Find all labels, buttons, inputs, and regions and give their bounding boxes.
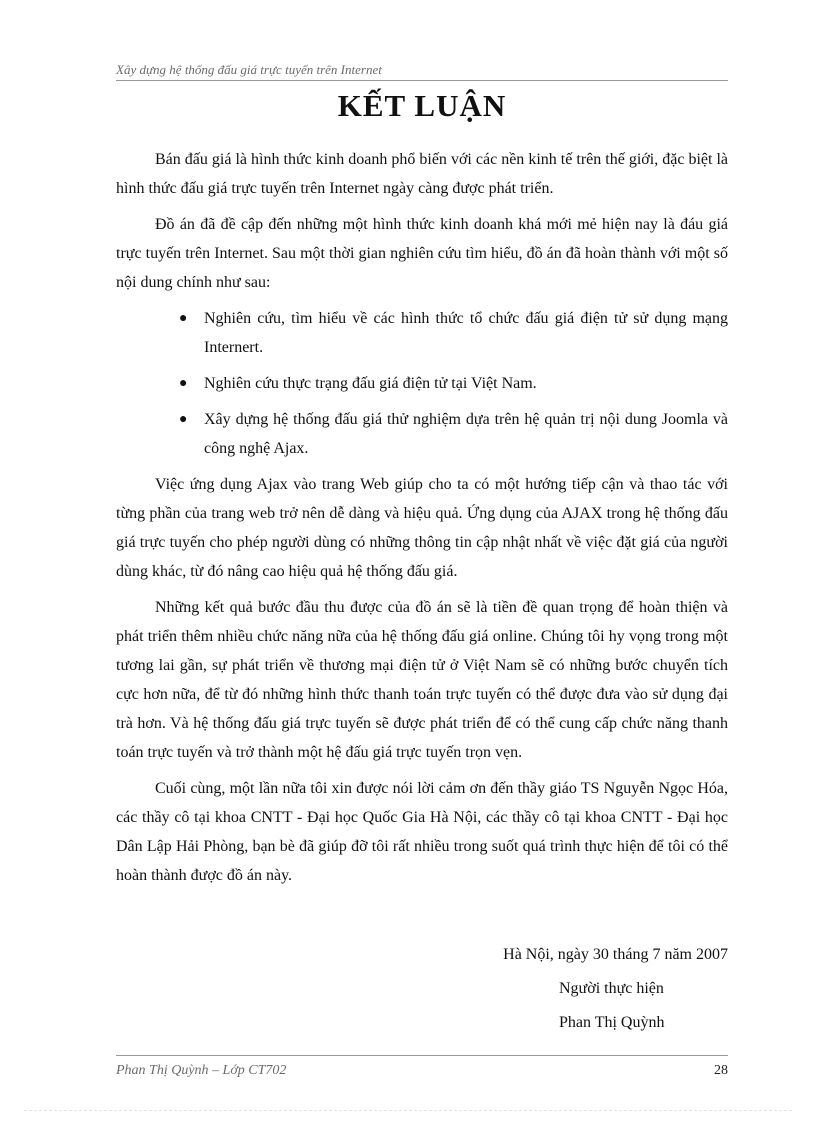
list-item-text: Nghiên cứu thực trạng đấu giá điện tử tại Việt Nam. <box>204 375 537 392</box>
signature-role: Người thực hiện <box>559 980 664 997</box>
signature-date: Hà Nội, ngày 30 tháng 7 năm 2007 <box>503 946 728 963</box>
bullet-icon: ● <box>179 412 188 427</box>
bullet-icon: ● <box>179 376 188 391</box>
list-item-text: Nghiên cứu, tìm hiểu về các hình thức tổ chức đấu giá điện tử sử dụng mạng Internert. <box>204 310 728 356</box>
paragraph-intro: Bán đấu giá là hình thức kinh doanh phổ biến với các nền kinh tế trên thế giới, đặc biệt là hình thức đấu giá trực tuyến trên Internet ngày càng được phát triển. <box>116 151 728 197</box>
paragraph-thanks: Cuối cùng, một lần nữa tôi xin được nói lời cảm ơn đến thầy giáo TS Nguyễn Ngọc Hóa, các thầy cô tại khoa CNTT - Đại học Quốc Gia Hà Nội, các thầy cô tại khoa CNTT - Đại học Dân Lập Hải Phòng, bạn bè đã giúp đỡ tôi rất nhiều trong suốt quá trình thực hiện để tôi có thể hoàn thành được đồ án này. <box>116 780 728 884</box>
paragraph-results: Những kết quả bước đầu thu được của đồ án sẽ là tiền đề quan trọng để hoàn thiện và phát triển thêm nhiều chức năng nữa của hệ thống đấu giá online. Chúng tôi hy vọng trong một tương lai gần, sự phát triển về thương mại điện tử ở Việt Nam sẽ có những bước chuyển tích cực hơn nữa, để từ đó những hình thức thanh toán trực tuyến có thể được đưa vào sử dụng đại trà hơn. Và hệ thống đấu giá trực tuyến sẽ được phát triển để có thể cung cấp chức năng thanh toán trực tuyến và trở thành một hệ đấu giá trực tuyến trọn vẹn. <box>116 599 728 761</box>
page-header <box>116 62 728 81</box>
list-item <box>179 304 728 362</box>
bullet-list <box>116 304 728 463</box>
paragraph-ajax: Việc ứng dụng Ajax vào trang Web giúp cho ta có một hướng tiếp cận và thao tác với từng phần của trang web trở nên dễ dàng và hiệu quả. Ứng dụng của AJAX trong hệ thống đấu giá trực tuyến cho phép người dùng có những thông tin cập nhật nhất về việc đặt giá của người dùng khác, từ đó nâng cao hiệu quả hệ thống đấu giá. <box>116 476 728 580</box>
list-item <box>179 369 728 398</box>
page-number: 28 <box>714 1063 728 1078</box>
signature-block <box>116 938 728 1040</box>
page-footer <box>116 1055 728 1080</box>
page-title: KẾT LUẬN <box>337 88 507 123</box>
footer-author: Phan Thị Quỳnh – Lớp CT702 <box>116 1063 287 1078</box>
paragraph-overview: Đồ án đã đề cập đến những một hình thức kinh doanh khá mới mẻ hiện nay là đáu giá trực tuyến trên Internet. Sau một thời gian nghiên cứu tìm hiểu, đồ án đã hoàn thành với một số nội dung chính như sau: <box>116 216 728 291</box>
list-item <box>179 405 728 463</box>
document-body <box>116 145 728 897</box>
page-edge-divider <box>24 1110 792 1111</box>
list-item-text: Xây dựng hệ thống đấu giá thử nghiệm dựa trên hệ quản trị nội dung Joomla và công nghệ Ajax. <box>204 411 728 457</box>
header-text: Xây dựng hệ thống đấu giá trực tuyến trên Internet <box>116 62 382 77</box>
bullet-icon: ● <box>179 311 188 326</box>
signature-name: Phan Thị Quỳnh <box>559 1014 665 1031</box>
